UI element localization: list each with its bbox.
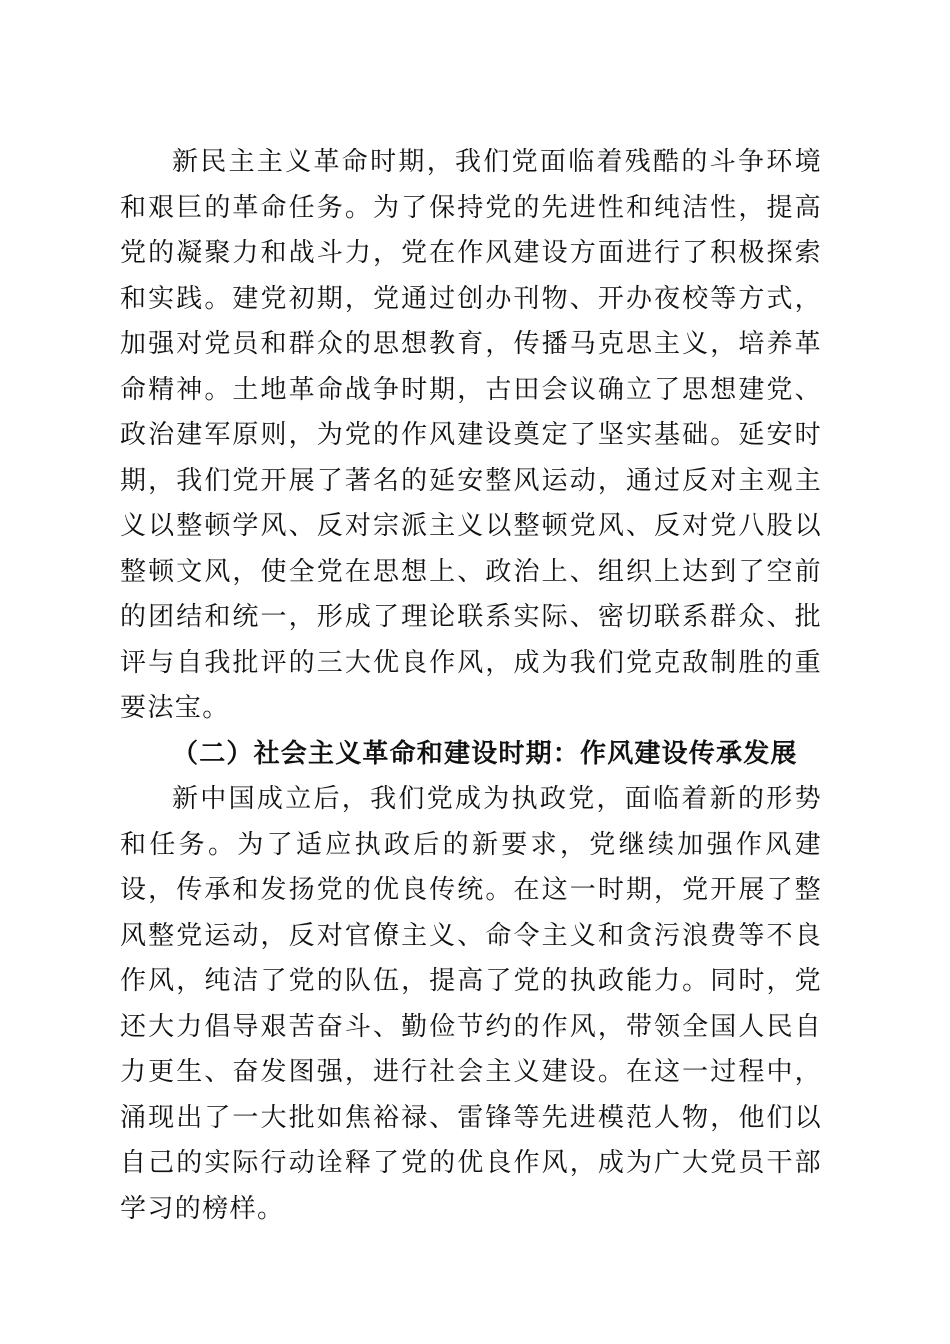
document-page — [120, 140, 822, 1232]
section-heading: （二）社会主义革命和建设时期：作风建设传承发展 — [172, 738, 798, 769]
paragraph-socialist-construction: 新中国成立后，我们党成为执政党，面临着新的形势和任务。为了适应执政后的新要求，党继续加强作风建设，传承和发扬党的优良传统。在这一时期，党开展了整风整党运动，反对官僚主义、命令主义和贪污浪费等不良作风，纯洁了党的队伍，提高了党的执政能力。同时，党还大力倡导艰苦奋斗、勤俭节约的作风，带领全国人民自力更生、奋发图强，进行社会主义建设。在这一过程中，涌现出了一大批如焦裕禄、雷锋等先进模范人物，他们以自己的实际行动诠释了党的优良作风，成为广大党员干部学习的榜样。 — [120, 784, 822, 1224]
paragraph-new-democratic-revolution: 新民主主义革命时期，我们党面临着残酷的斗争环境和艰巨的革命任务。为了保持党的先进性和纯洁性，提高党的凝聚力和战斗力，党在作风建设方面进行了积极探索和实践。建党初期，党通过创办刊物、开办夜校等方式，加强对党员和群众的思想教育，传播马克思主义，培养革命精神。土地革命战争时期，古田会议确立了思想建党、政治建军原则，为党的作风建设奠定了坚实基础。延安时期，我们党开展了著名的延安整风运动，通过反对主观主义以整顿学风、反对宗派主义以整顿党风、反对党八股以整顿文风，使全党在思想上、政治上、组织上达到了空前的团结和统一，形成了理论联系实际、密切联系群众、批评与自我批评的三大优良作风，成为我们党克敌制胜的重要法宝。 — [120, 147, 822, 723]
